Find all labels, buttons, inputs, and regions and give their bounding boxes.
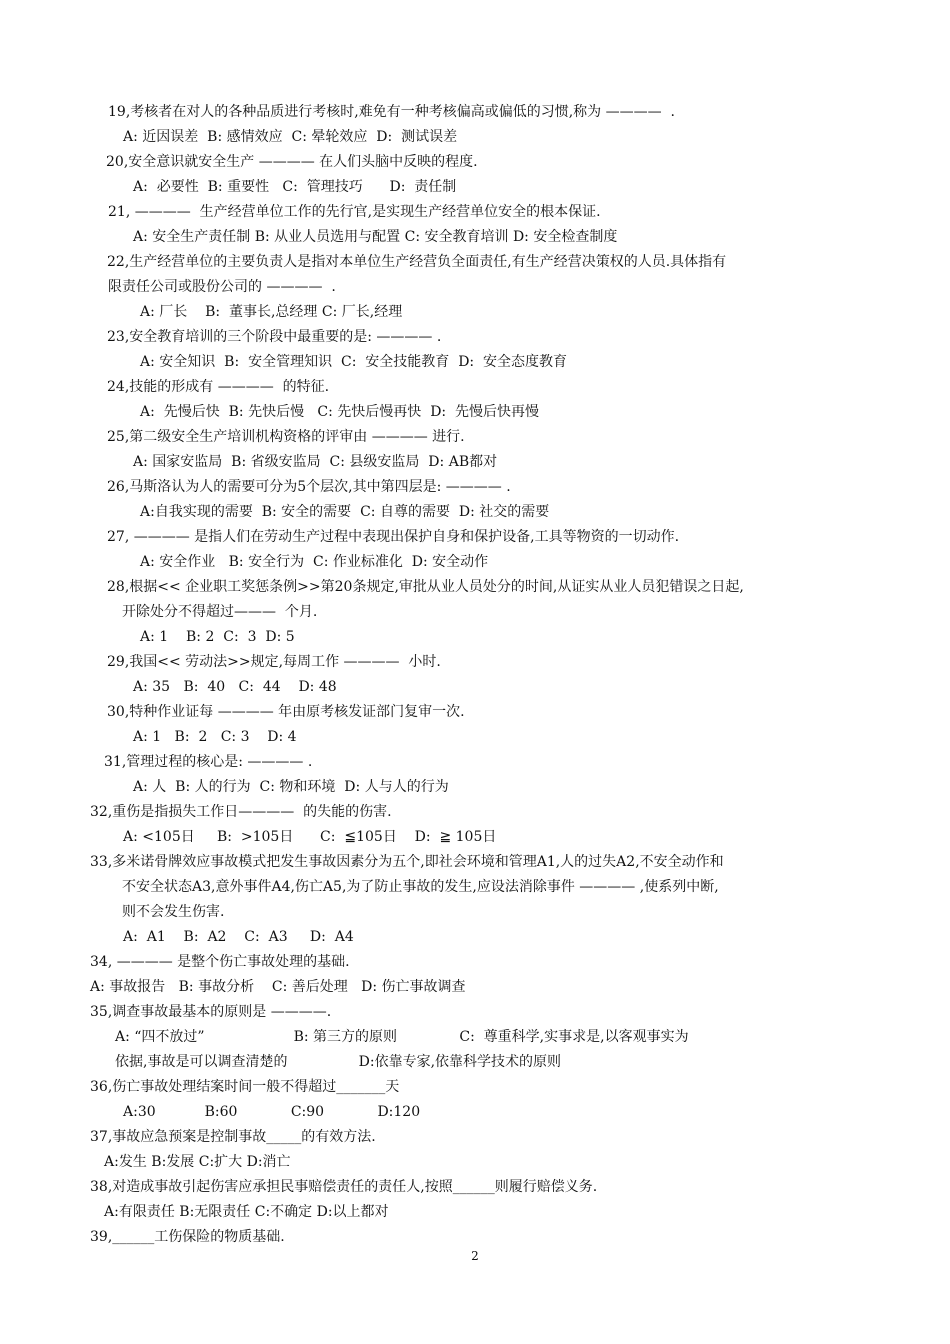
answer-options: A: 1 B: 2 C: 3 D: 5 bbox=[140, 629, 295, 645]
answer-options: A: 安全生产责任制 B: 从业人员选用与配置 C: 安全教育培训 D: 安全检查制度 bbox=[133, 229, 618, 245]
answer-options: A: <105日 B: >105日 C: ≦105日 D: ≧ 105日 bbox=[123, 829, 497, 845]
question-text-continued: A: “四不放过” B: 第三方的原则 C: 尊重科学,实事求是,以客观事实为 bbox=[115, 1029, 689, 1045]
question-text: 37,事故应急预案是控制事故_____的有效方法. bbox=[90, 1129, 376, 1145]
question-text: 28,根据<< 企业职工奖惩条例>>第20条规定,审批从业人员处分的时间,从证实从业人员犯错误之日起, bbox=[107, 579, 744, 595]
question-text: 27, ———— 是指人们在劳动生产过程中表现出保护自身和保护设备,工具等物资的一切动作. bbox=[107, 529, 680, 545]
answer-options: A: 先慢后快 B: 先快后慢 C: 先快后慢再快 D: 先慢后快再慢 bbox=[140, 404, 540, 420]
question-text: 35,调查事故最基本的原则是 ————. bbox=[90, 1004, 332, 1020]
question-text: 38,对造成事故引起伤害应承担民事赔偿责任的责任人,按照______则履行赔偿义务. bbox=[90, 1179, 598, 1195]
answer-options: A:自我实现的需要 B: 安全的需要 C: 自尊的需要 D: 社交的需要 bbox=[140, 504, 550, 520]
question-text: 26,马斯洛认为人的需要可分为5个层次,其中第四层是: ———— . bbox=[107, 479, 511, 495]
answer-options: A:发生 B:发展 C:扩大 D:消亡 bbox=[104, 1154, 291, 1170]
answer-options: A: 国家安监局 B: 省级安监局 C: 县级安监局 D: AB都对 bbox=[133, 454, 498, 470]
answer-options: 依据,事故是可以调查清楚的 D:依靠专家,依靠科学技术的原则 bbox=[115, 1054, 562, 1070]
question-text: 24,技能的形成有 ———— 的特征. bbox=[107, 379, 330, 395]
answer-options: A: 事故报告 B: 事故分析 C: 善后处理 D: 伤亡事故调查 bbox=[90, 979, 466, 995]
answer-options: A:30 B:60 C:90 D:120 bbox=[123, 1104, 421, 1120]
question-text-continued: 不安全状态A3,意外事件A4,伤亡A5,为了防止事故的发生,应设法消除事件 ———— ,使系列中断, bbox=[122, 879, 719, 895]
answer-options: A: 必要性 B: 重要性 C: 管理技巧 D: 责任制 bbox=[133, 179, 457, 195]
question-text: 25,第二级安全生产培训机构资格的评审由 ———— 进行. bbox=[107, 429, 465, 445]
answer-options: A: 厂长 B: 董事长,总经理 C: 厂长,经理 bbox=[140, 304, 403, 320]
question-text: 31,管理过程的核心是: ———— . bbox=[104, 754, 313, 770]
question-text: 32,重伤是指损失工作日———— 的失能的伤害. bbox=[90, 804, 392, 820]
question-text: 30,特种作业证每 ———— 年由原考核发证部门复审一次. bbox=[107, 704, 465, 720]
answer-options: A: A1 B: A2 C: A3 D: A4 bbox=[123, 929, 354, 945]
answer-options: A: 35 B: 40 C: 44 D: 48 bbox=[133, 679, 337, 695]
question-text: 39,______工伤保险的物质基础. bbox=[90, 1229, 285, 1245]
page-number: 2 bbox=[471, 1249, 479, 1263]
answer-options: A:有限责任 B:无限责任 C:不确定 D:以上都对 bbox=[104, 1204, 389, 1220]
question-text: 29,我国<< 劳动法>>规定,每周工作 ———— 小时. bbox=[107, 654, 441, 670]
answer-options: A: 近因误差 B: 感情效应 C: 晕轮效应 D: 测试误差 bbox=[123, 129, 458, 145]
answer-options: A: 安全知识 B: 安全管理知识 C: 安全技能教育 D: 安全态度教育 bbox=[140, 354, 568, 370]
question-text: 20,安全意识就安全生产 ———— 在人们头脑中反映的程度. bbox=[106, 154, 478, 170]
question-text: 23,安全教育培训的三个阶段中最重要的是: ———— . bbox=[107, 329, 442, 345]
answer-options: A: 1 B: 2 C: 3 D: 4 bbox=[133, 729, 297, 745]
question-text: 22,生产经营单位的主要负责人是指对本单位生产经营负全面责任,有生产经营决策权的人员.具体指有 bbox=[107, 254, 727, 270]
question-text-continued: 则不会发生伤害. bbox=[122, 904, 225, 920]
answer-options: A: 安全作业 B: 安全行为 C: 作业标准化 D: 安全动作 bbox=[140, 554, 489, 570]
answer-options: A: 人 B: 人的行为 C: 物和环境 D: 人与人的行为 bbox=[133, 779, 449, 795]
question-text: 36,伤亡事故处理结案时间一般不得超过_______天 bbox=[90, 1079, 400, 1095]
question-text: 19,考核者在对人的各种品质进行考核时,难免有一种考核偏高或偏低的习惯,称为 ———— . bbox=[108, 104, 675, 120]
question-text: 21, ———— 生产经营单位工作的先行官,是实现生产经营单位安全的根本保证. bbox=[108, 204, 601, 220]
question-text: 34, ———— 是整个伤亡事故处理的基础. bbox=[90, 954, 350, 970]
question-text-continued: 限责任公司或股份公司的 ———— . bbox=[108, 279, 336, 295]
question-text-continued: 开除处分不得超过——— 个月. bbox=[122, 604, 318, 620]
question-text: 33,多米诺骨牌效应事故模式把发生事故因素分为五个,即社会环境和管理A1,人的过失A2,不安全动作和 bbox=[90, 854, 724, 870]
